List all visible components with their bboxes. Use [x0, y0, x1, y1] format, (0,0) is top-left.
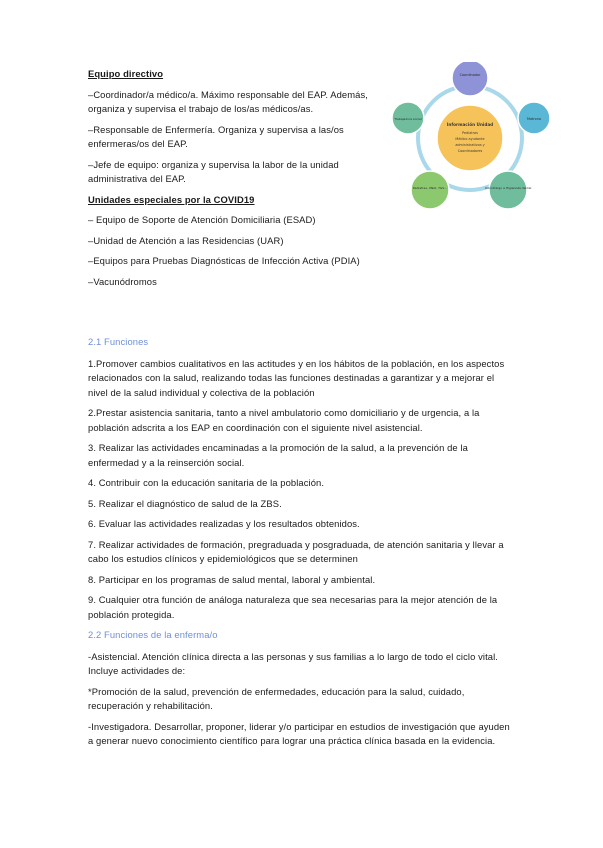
unidades-item-uar: –Unidad de Atención a las Residencias (UAR) — [88, 234, 284, 246]
enfermera-item-promocion: *Promoción de la salud, prevención de enfermedades, educación para la salud, cuidado, recuperación y rehabilitación. — [88, 685, 465, 711]
equipo-directivo-section — [88, 67, 384, 289]
node-odontologo — [489, 171, 527, 209]
unidades-item-vacunodromos: –Vacunódromos — [88, 275, 157, 287]
node-matrona-label: Matrona — [527, 117, 541, 121]
funcion-item-8: 8. Participar en los programas de salud mental, laboral y ambiental. — [88, 573, 376, 585]
node-trabajadora-social-label: Trabajadora social — [394, 117, 422, 121]
node-pediatras — [411, 171, 449, 209]
unidades-item-esad: – Equipo de Soporte de Atención Domiciliaria (ESAD) — [88, 214, 316, 225]
center-line-4: Coordinadores — [457, 149, 483, 153]
center-title: Información Unidad — [446, 122, 494, 127]
unidades-heading: Unidades especiales por la COVID19 — [88, 193, 255, 205]
equipo-item-enfermeria: –Responsable de Enfermería. Organiza y supervisa a las/os enfermeras/os del EAP. — [88, 123, 344, 149]
funciones-section — [88, 335, 516, 749]
node-odontologo-label: Odontólogo e Higienista dental — [484, 186, 532, 190]
enfermera-item-investigadora: -Investigadora. Desarrollar, proponer, liderar y/o participar en estudios de investigación que ayuden a generar nuevo conocimiento científico para lograr una práctica clínica basada en la evidencia. — [88, 720, 510, 746]
node-coordinador-label: Coordinador — [459, 73, 481, 77]
funcion-item-9: 9. Cualquier otra función de análoga naturaleza que sea necesarias para la mejor atención de la población protegida. — [88, 594, 498, 620]
funciones-title: 2.1 Funciones — [88, 336, 149, 347]
team-cycle-diagram — [390, 62, 550, 214]
funcion-item-7: 7. Realizar actividades de formación, pregraduada y posgraduada, de atención sanitaria y llevar a cabo los estudios clínicos y epidemiológicos que se determinen — [88, 538, 504, 564]
center-line-2: Médico ayudante — [455, 137, 485, 141]
equipo-item-coordinador: –Coordinador/a médico/a. Máximo responsable del EAP. Además, organiza y supervisa el trabajo de los/as médicos/as. — [88, 88, 368, 114]
enfermera-title: 2.2 Funciones de la enferma/o — [88, 629, 218, 640]
equipo-directivo-heading: Equipo directivo — [88, 68, 164, 79]
node-coordinador — [452, 62, 488, 96]
enfermera-item-asistencial: -Asistencial. Atención clínica directa a las personas y sus familias a lo largo de todo el ciclo vital. Incluye actividades de: — [88, 650, 498, 676]
center-line-1: Pediatras — [462, 131, 478, 135]
funcion-item-6: 6. Evaluar las actividades realizadas y los resultados obtenidos. — [88, 518, 360, 529]
equipo-item-jefe: –Jefe de equipo: organiza y supervisa la labor de la unidad administrativa del EAP. — [88, 158, 339, 184]
funcion-item-1: 1.Promover cambios cualitativos en las actitudes y en los hábitos de la población, en los aspectos relacionados con la salud, realizando todas las funciones destinadas a garantizar y a mejorar el nivel de la salud individual y colectiva de la población — [88, 357, 505, 398]
center-line-3: administrativos y — [455, 143, 485, 147]
funcion-item-2: 2.Prestar asistencia sanitaria, tanto a nivel ambulatorio como domiciliario y de urgencia, a la población adscrita a los EAP en coordinación con el siguiente nivel asistencial. — [88, 407, 480, 433]
funcion-item-4: 4. Contribuir con la educación sanitaria de la población. — [88, 477, 325, 488]
node-pediatras-label: Pediatras, UNAI, TGS... — [412, 186, 448, 190]
unidades-item-pdia: –Equipos para Pruebas Diagnósticas de Infección Activa (PDIA) — [88, 255, 360, 266]
funcion-item-3: 3. Realizar las actividades encaminadas a la promoción de la salud, a la prevención de la enfermedad y a la reinserción social. — [88, 442, 468, 468]
funcion-item-5: 5. Realizar el diagnóstico de salud de la ZBS. — [88, 497, 282, 509]
